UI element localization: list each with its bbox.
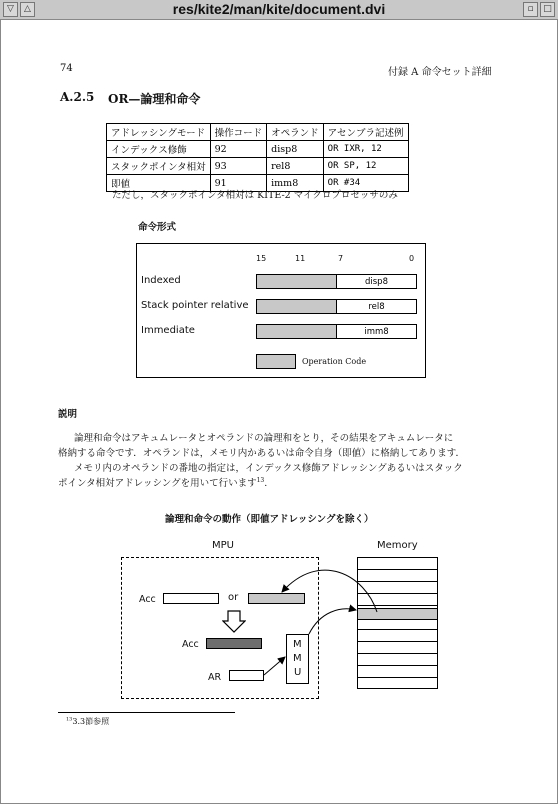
- window-menu-button[interactable]: ▽: [3, 2, 18, 17]
- table-cell: rel8: [267, 158, 324, 175]
- table-cell: 92: [210, 141, 267, 158]
- table-header: 操作コード: [210, 124, 267, 141]
- or-label: or: [228, 592, 239, 603]
- description-period: .: [264, 478, 268, 489]
- table-cell: OR #34: [323, 175, 408, 192]
- table-note: ただし，スタックポインタ相対は KITE-2 マイクロプロセッサのみ: [112, 190, 398, 201]
- table-header: アドレッシングモード: [107, 124, 211, 141]
- operand-field: disp8: [337, 274, 417, 289]
- footnote-text: 3.3節参照: [72, 717, 110, 726]
- table-header: オペランド: [267, 124, 324, 141]
- operand-field: rel8: [337, 299, 417, 314]
- mmu-letter: U: [294, 667, 302, 678]
- window-shade-button[interactable]: △: [20, 2, 35, 17]
- table-cell: 即値: [107, 175, 211, 192]
- table-cell: disp8: [267, 141, 324, 158]
- section-title: OR—論理和命令: [108, 92, 201, 106]
- footnote-mark: 13: [66, 716, 73, 723]
- ar-label: AR: [208, 672, 222, 683]
- bit-label: 15: [256, 254, 267, 263]
- minimize-button[interactable]: ▫: [523, 2, 538, 17]
- footnote: [66, 716, 109, 727]
- format-heading: 命令形式: [138, 222, 177, 233]
- window-title: res/kite2/man/kite/document.dvi: [172, 1, 386, 17]
- footnote-rule: [58, 712, 235, 713]
- table-cell: 91: [210, 175, 267, 192]
- maximize-button[interactable]: □: [540, 2, 555, 17]
- bit-label: 7: [338, 254, 344, 263]
- mmu-letter: M: [293, 639, 302, 650]
- description-heading: 説明: [58, 409, 78, 420]
- section-number: A.2.5: [60, 90, 95, 104]
- mmu-letter: M: [293, 653, 302, 664]
- mpu-label: MPU: [212, 540, 234, 551]
- memory-to-operand-arrow: [282, 570, 377, 612]
- bit-label: 11: [295, 254, 306, 263]
- table-cell: 93: [210, 158, 267, 175]
- ar-to-mmu-arrow: [264, 657, 285, 675]
- description-line: 格納する命令です．オペランドは，メモリ内かあるいは命令自身（即値）に格納してあります．: [58, 448, 465, 459]
- table-cell: OR SP, 12: [323, 158, 408, 175]
- memory-label: Memory: [377, 540, 418, 551]
- mmu-to-memory-arrow: [309, 609, 356, 634]
- footnote-ref: 13: [256, 476, 265, 484]
- format-row-label: Immediate: [141, 325, 195, 336]
- table-cell: imm8: [267, 175, 324, 192]
- table-cell: スタックポインタ相対: [107, 158, 211, 175]
- format-row-label: Indexed: [141, 275, 181, 286]
- description-line: 論理和命令はアキュムレータとオペランドの論理和をとり，その結果をアキュムレータに: [74, 433, 454, 444]
- format-row-label: Stack pointer relative: [141, 300, 249, 311]
- acc-label-bottom: Acc: [182, 639, 199, 650]
- running-head: 付録 A 命令セット詳細: [388, 67, 492, 78]
- page-number: 74: [60, 63, 73, 74]
- description-line: メモリ内のオペランドの番地の指定は，インデックス修飾アドレッシングあるいはスタック: [74, 463, 463, 474]
- table-header: アセンブラ記述例: [323, 124, 408, 141]
- acc-label-top: Acc: [139, 594, 156, 605]
- bit-label: 0: [409, 254, 415, 263]
- legend-label: Operation Code: [302, 357, 367, 366]
- table-cell: インデックス修飾: [107, 141, 211, 158]
- description-line-text: ポインタ相対アドレッシングを用いて行います: [58, 478, 257, 489]
- table-cell: OR IXR, 12: [323, 141, 408, 158]
- operand-field: imm8: [337, 324, 417, 339]
- diagram-title: 論理和命令の動作（即値アドレッシングを除く）: [165, 514, 374, 525]
